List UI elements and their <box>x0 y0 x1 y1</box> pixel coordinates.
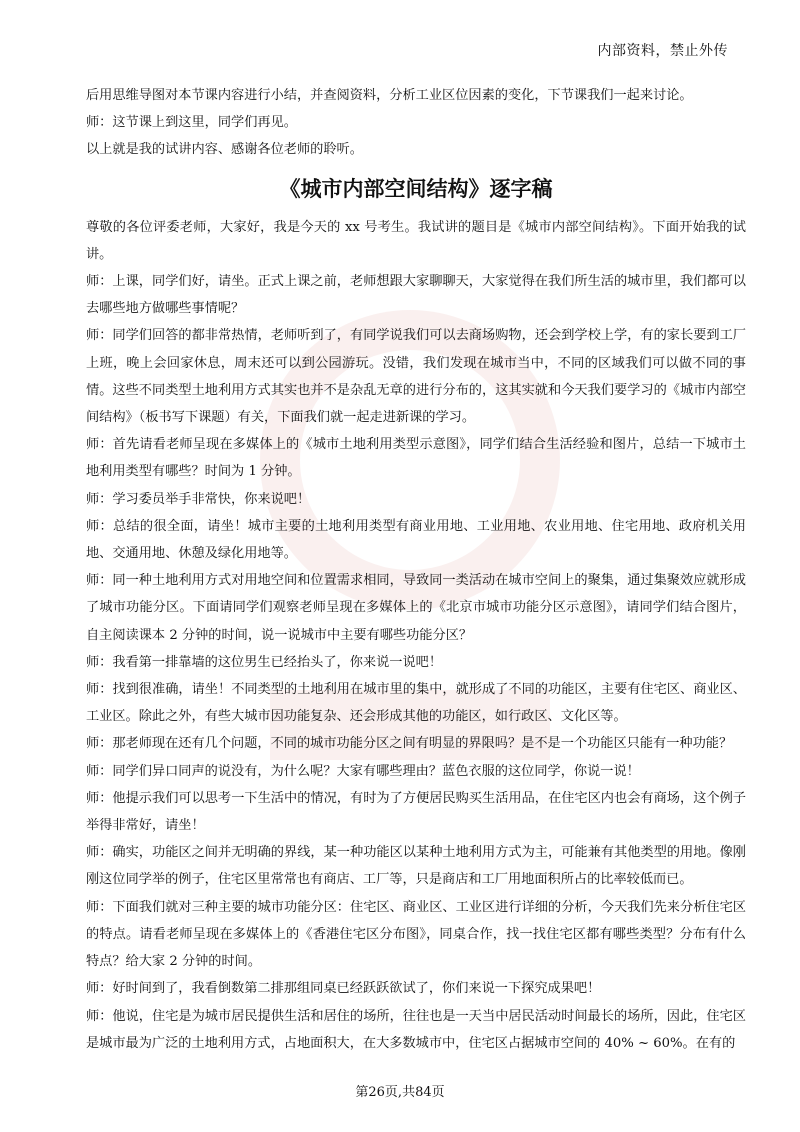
page-number: 第26页,共84页 <box>355 1085 445 1100</box>
paragraph: 师：同学们异口同声的说没有，为什么呢？大家有哪些理由？蓝色衣服的这位同学，你说一说！ <box>86 763 640 779</box>
paragraph: 师：同一种土地利用方式对用地空间和位置需求相同，导致同一类活动在城市空间上的聚集，通过集聚效应就形成了城市功能分区。下面请同学们观察老师呈现在多媒体上的《北京市城市功能分区示意图》，请同学们结合图片，自主阅读课本 2 分钟的时间，说一说城市中主要有哪些功能分区？ <box>86 573 746 643</box>
paragraph: 师：同学们回答的都非常热情，老师听到了，有同学说我们可以去商场购物，还会到学校上学，有的家长要到工厂上班，晚上会回家休息，周末还可以到公园游玩。没错，我们发现在城市当中，不同的区域我们可以做不同的事情。这些不同类型土地利用方式其实也并不是杂乱无章的进行分布的，这其实就和今天我们要学习的《城市内部空间结构》（板书写下课题）有关，下面我们就一起走进新课的学习。 <box>86 328 746 426</box>
paragraph: 师：下面我们就对三种主要的城市功能分区：住宅区、商业区、工业区进行详细的分析，今天我们先来分析住宅区的特点。请看老师呈现在多媒体上的《香港住宅区分布图》，同桌合作，找一找住宅区都有哪些类型？分布有什么特点？给大家 2 分钟的时间。 <box>86 899 746 970</box>
paragraph: 师：总结的很全面，请坐！城市主要的土地利用类型有商业用地、工业用地、农业用地、住宅用地、政府机关用地、交通用地、休憩及绿化用地等。 <box>86 518 746 562</box>
paragraph: 师：学习委员举手非常快，你来说吧！ <box>86 491 311 507</box>
paragraph: 师：这节课上到这里，同学们再见。 <box>86 115 297 131</box>
document-body <box>86 82 746 1057</box>
paragraph: 师：上课，同学们好，请坐。正式上课之前，老师想跟大家聊聊天，大家觉得在我们所生活的城市里，我们都可以去哪些地方做哪些事情呢？ <box>86 274 746 317</box>
document-title: 《城市内部空间结构》逐字稿 <box>279 175 553 201</box>
paragraph: 师：我看第一排靠墙的这位男生已经抬头了，你来说一说吧！ <box>86 654 443 670</box>
paragraph: 师：确实，功能区之间并无明确的界线，某一种功能区以某种土地利用方式为主，可能兼有其他类型的用地。像刚刚这位同学举的例子，住宅区里常常也有商店、工厂等，只是商店和工厂用地面积所占的比率较低而已。 <box>86 845 746 888</box>
paragraph: 师：找到很准确，请坐！不同类型的土地利用在城市里的集中，就形成了不同的功能区，主要有住宅区、商业区、工业区。除此之外，有些大城市因功能复杂、还会形成其他的功能区，如行政区、文化区等。 <box>86 682 746 725</box>
paragraph: 以上就是我的试讲内容、感谢各位老师的聆听。 <box>86 142 363 158</box>
paragraph: 师：好时间到了，我看倒数第二排那组同桌已经跃跃欲试了，你们来说一下探究成果吧！ <box>86 981 601 997</box>
paragraph: 师：首先请看老师呈现在多媒体上的《城市土地利用类型示意图》，同学们结合生活经验和图片，总结一下城市土地利用类型有哪些？时间为 1 分钟。 <box>86 437 746 480</box>
paragraph: 师：他提示我们可以思考一下生活中的情况，有时为了方便居民购买生活用品，在住宅区内也会有商场，这个例子举得非常好，请坐！ <box>86 790 746 834</box>
paragraph: 尊敬的各位评委老师，大家好，我是今天的 xx 号考生。我试讲的题目是《城市内部空间结构》。下面开始我的试讲。 <box>86 219 746 262</box>
confidential-notice: 内部资料，禁止外传 <box>597 43 728 59</box>
paragraph: 师：他说，住宅是为城市居民提供生活和居住的场所，往往也是一天当中居民活动时间最长的场所，因此，住宅区是城市最为广泛的土地利用方式，占地面积大，在大多数城市中，住宅区占据城市空间的 40% ~ 60%。在有的 <box>86 1008 746 1051</box>
paragraph: 师：那老师现在还有几个问题，不同的城市功能分区之间有明显的界限吗？是不是一个功能区只能有一种功能？ <box>86 736 733 752</box>
paragraph: 后用思维导图对本节课内容进行小结，并查阅资料，分析工业区位因素的变化，下节课我们一起来讨论。 <box>86 88 693 103</box>
